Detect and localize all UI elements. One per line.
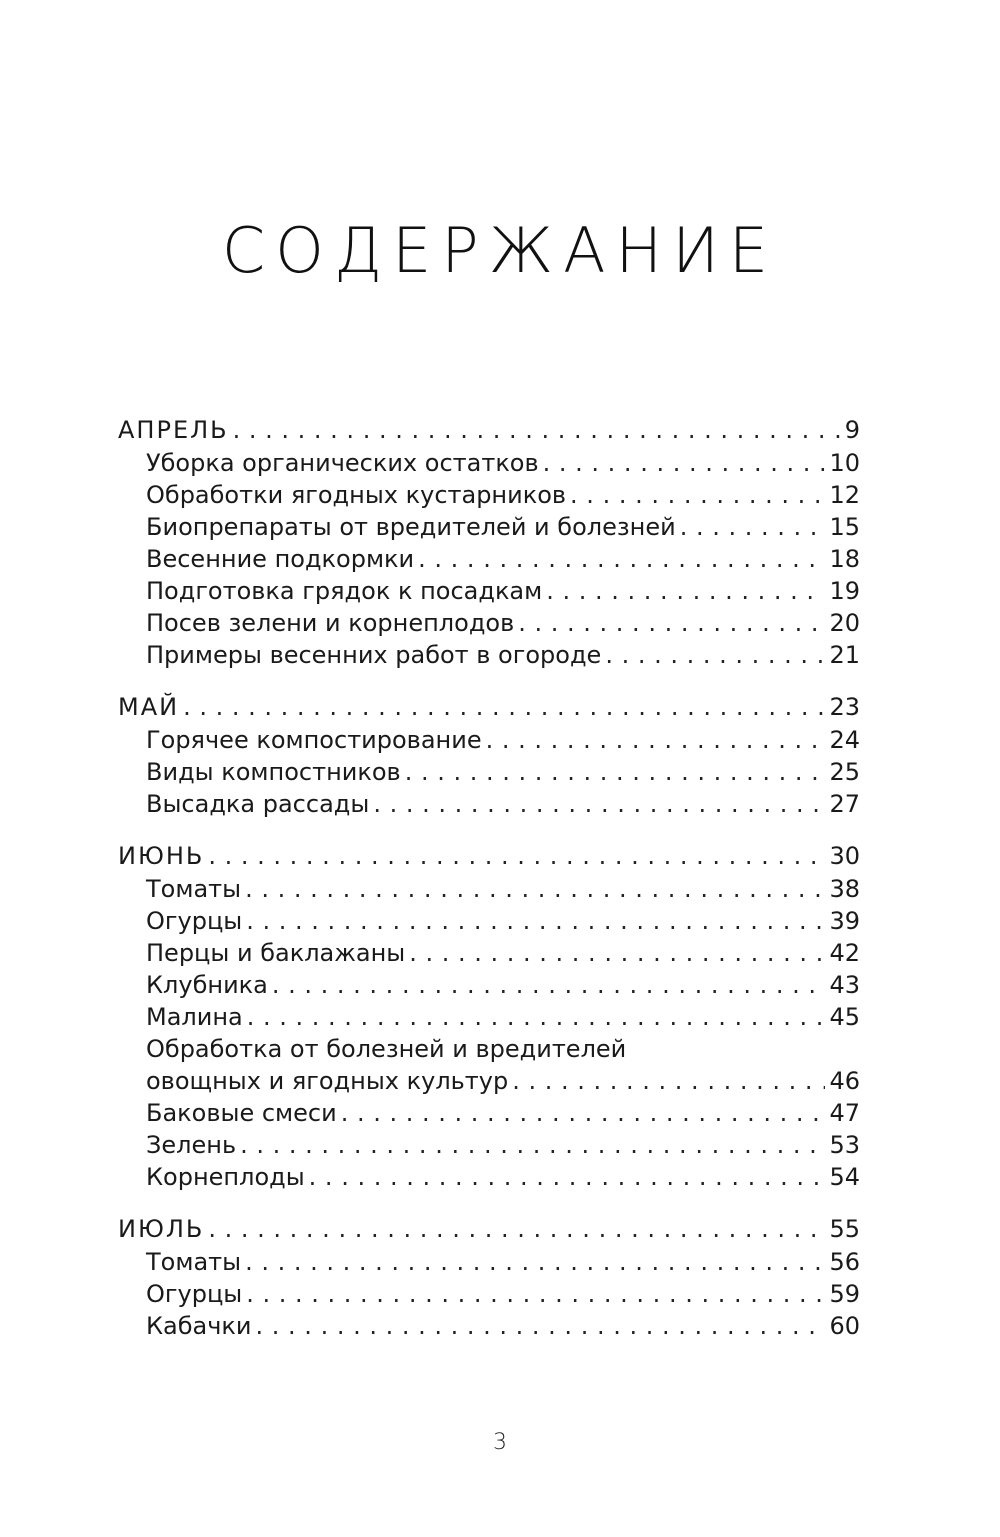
entry-page: 59 xyxy=(829,1280,860,1308)
entry-page: 60 xyxy=(829,1312,860,1340)
entry-title: Корнеплоды xyxy=(146,1163,305,1191)
dot-leader xyxy=(486,724,826,756)
entry-page: 45 xyxy=(829,1003,860,1031)
entry-title: Обработки ягодных кустарников xyxy=(146,481,567,509)
toc-chapter-june[interactable] xyxy=(118,840,860,872)
toc-entry[interactable] xyxy=(118,905,860,937)
entry-title: Зелень xyxy=(146,1131,237,1159)
entry-page: 10 xyxy=(829,449,860,477)
entry-title: Клубника xyxy=(146,971,268,999)
entry-title: Кабачки xyxy=(146,1312,252,1340)
page-number: 3 xyxy=(493,1430,507,1455)
dot-leader xyxy=(512,1065,825,1097)
dot-leader xyxy=(680,511,826,543)
dot-leader xyxy=(570,479,825,511)
entry-page: 56 xyxy=(829,1248,860,1276)
chapter-page: 9 xyxy=(844,416,860,444)
entry-page: 18 xyxy=(829,545,860,573)
entry-page: 25 xyxy=(829,758,860,786)
toc-entry[interactable] xyxy=(118,607,860,639)
entry-title: Баковые смеси xyxy=(146,1099,337,1127)
entry-page: 21 xyxy=(829,641,860,669)
entry-page: 42 xyxy=(829,939,860,967)
dot-leader xyxy=(208,1213,825,1245)
toc-entry[interactable] xyxy=(118,543,860,575)
entry-title: Огурцы xyxy=(146,907,243,935)
chapter-title: АПРЕЛЬ xyxy=(118,416,229,444)
dot-leader xyxy=(341,1097,826,1129)
entry-page: 12 xyxy=(829,481,860,509)
dot-leader xyxy=(543,447,826,479)
entry-page: 39 xyxy=(829,907,860,935)
dot-leader xyxy=(418,543,825,575)
toc-chapter-july[interactable] xyxy=(118,1213,860,1245)
toc-entry[interactable] xyxy=(118,511,860,543)
dot-leader xyxy=(247,1001,826,1033)
table-of-contents xyxy=(118,414,860,1342)
entry-page: 43 xyxy=(829,971,860,999)
entry-title: Биопрепараты от вредителей и болезней xyxy=(146,513,676,541)
toc-entry[interactable] xyxy=(118,788,860,820)
entry-title: Обработка от болезней и вредителей xyxy=(146,1035,627,1063)
toc-entry[interactable] xyxy=(118,1278,860,1310)
dot-leader xyxy=(183,691,825,723)
toc-entry[interactable] xyxy=(118,1246,860,1278)
toc-entry-line1[interactable] xyxy=(118,1033,860,1065)
toc-entry[interactable] xyxy=(118,1001,860,1033)
entry-title: Высадка рассады xyxy=(146,790,370,818)
toc-entry[interactable] xyxy=(118,1310,860,1342)
dot-leader xyxy=(518,607,825,639)
dot-leader xyxy=(373,788,825,820)
chapter-title: ИЮЛЬ xyxy=(118,1215,205,1243)
entry-title: Малина xyxy=(146,1003,243,1031)
entry-title: овощных и ягодных культур xyxy=(146,1067,509,1095)
toc-chapter-april[interactable] xyxy=(118,414,860,446)
entry-page: 20 xyxy=(829,609,860,637)
toc-entry[interactable] xyxy=(118,1161,860,1193)
dot-leader xyxy=(233,414,841,446)
toc-entry[interactable] xyxy=(118,639,860,671)
entry-title: Весенние подкормки xyxy=(146,545,415,573)
entry-title: Горячее компостирование xyxy=(146,726,482,754)
dot-leader xyxy=(605,639,825,671)
toc-entry[interactable] xyxy=(118,1065,860,1097)
chapter-title: МАЙ xyxy=(118,693,180,721)
dot-leader xyxy=(405,756,826,788)
toc-entry[interactable] xyxy=(118,756,860,788)
toc-entry[interactable] xyxy=(118,1129,860,1161)
entry-page: 38 xyxy=(829,875,860,903)
toc-entry[interactable] xyxy=(118,447,860,479)
entry-page: 27 xyxy=(829,790,860,818)
entry-title: Перцы и баклажаны xyxy=(146,939,406,967)
entry-title: Подготовка грядок к посадкам xyxy=(146,577,543,605)
chapter-page: 55 xyxy=(829,1215,860,1243)
toc-entry[interactable] xyxy=(118,1097,860,1129)
entry-page: 54 xyxy=(829,1163,860,1191)
toc-entry[interactable] xyxy=(118,575,860,607)
entry-title: Посев зелени и корнеплодов xyxy=(146,609,515,637)
toc-chapter-may[interactable] xyxy=(118,691,860,723)
chapter-page: 23 xyxy=(829,693,860,721)
dot-leader xyxy=(309,1161,826,1193)
page-title: СОДЕРЖАНИЕ xyxy=(221,213,779,287)
entry-page: 24 xyxy=(829,726,860,754)
entry-page: 47 xyxy=(829,1099,860,1127)
toc-entry[interactable] xyxy=(118,969,860,1001)
entry-title: Примеры весенних работ в огороде xyxy=(146,641,602,669)
dot-leader xyxy=(246,1278,825,1310)
dot-leader xyxy=(240,1129,825,1161)
entry-page: 15 xyxy=(829,513,860,541)
chapter-page: 30 xyxy=(829,842,860,870)
entry-title: Томаты xyxy=(146,875,242,903)
entry-title: Виды компостников xyxy=(146,758,401,786)
dot-leader xyxy=(546,575,825,607)
dot-leader xyxy=(256,1310,826,1342)
dot-leader xyxy=(245,873,825,905)
entry-title: Томаты xyxy=(146,1248,242,1276)
entry-page: 46 xyxy=(829,1067,860,1095)
dot-leader xyxy=(245,1246,825,1278)
dot-leader xyxy=(409,937,825,969)
toc-entry[interactable] xyxy=(118,724,860,756)
dot-leader xyxy=(208,840,825,872)
dot-leader xyxy=(246,905,825,937)
chapter-title: ИЮНЬ xyxy=(118,842,205,870)
toc-entry[interactable] xyxy=(118,479,860,511)
entry-title: Уборка органических остатков xyxy=(146,449,539,477)
entry-page: 19 xyxy=(829,577,860,605)
entry-title: Огурцы xyxy=(146,1280,243,1308)
toc-entry[interactable] xyxy=(118,937,860,969)
entry-page: 53 xyxy=(829,1131,860,1159)
toc-entry[interactable] xyxy=(118,873,860,905)
dot-leader xyxy=(272,969,826,1001)
